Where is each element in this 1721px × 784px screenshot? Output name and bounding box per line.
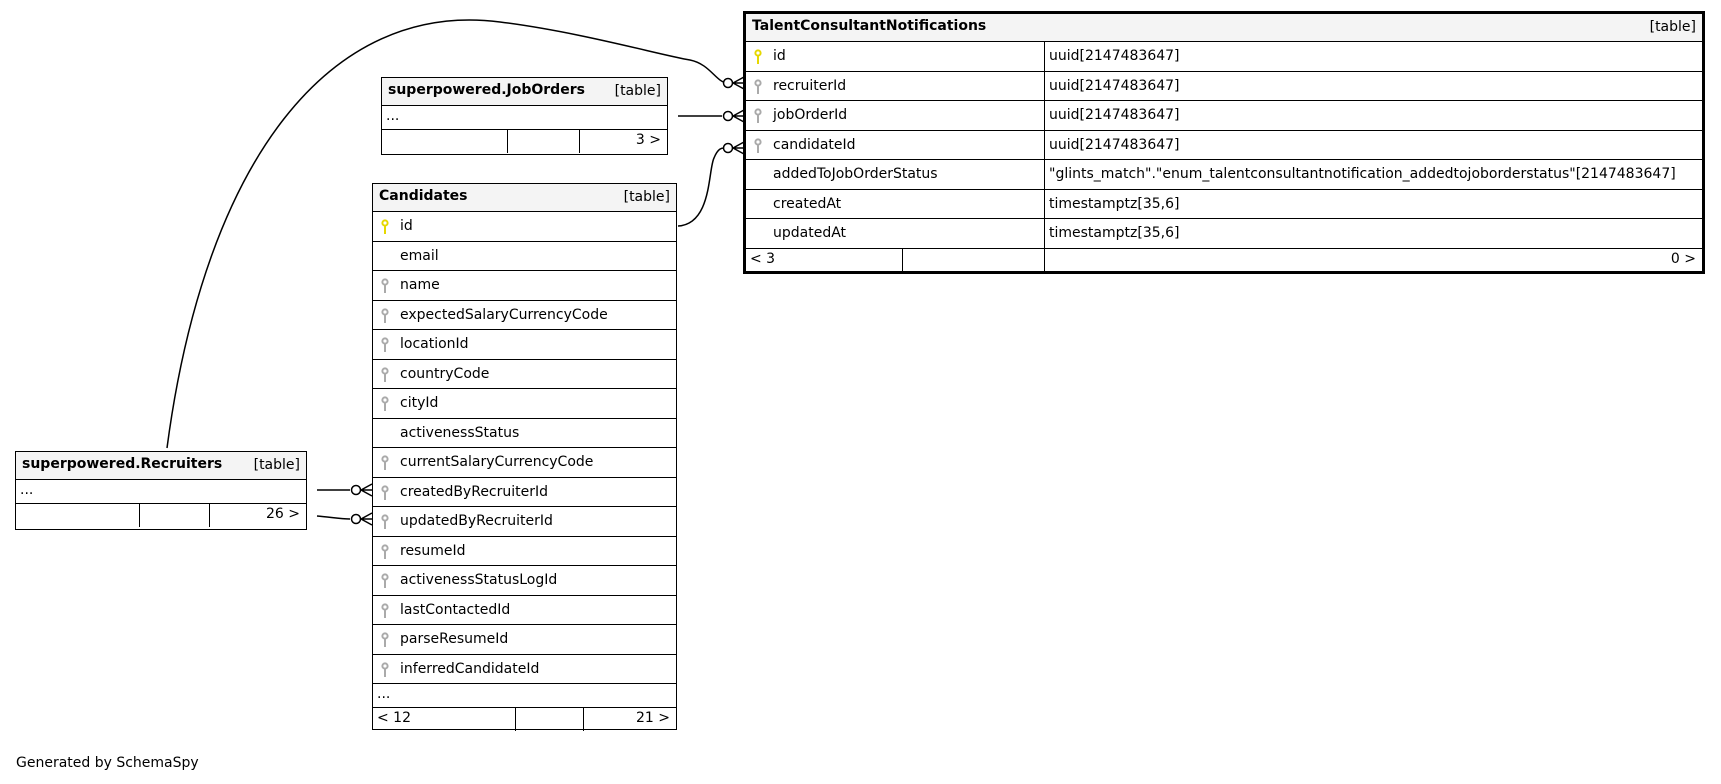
column-name: jobOrderId [773,107,848,123]
primary-key-icon [381,219,389,235]
column-name: countryCode [400,365,490,382]
column-name: resumeId [400,542,466,559]
foreign-key-icon [381,278,389,294]
column-row[interactable] [373,330,676,360]
column-name: updatedByRecruiterId [400,513,553,529]
table-recruiters[interactable] [15,451,307,530]
more-columns: ... [382,106,667,130]
column-row[interactable] [746,219,1702,249]
foreign-key-icon [381,514,389,530]
parents-count[interactable]: < 3 [750,250,776,267]
link-end-crowfoot [361,484,372,496]
column-name: id [773,48,786,64]
foreign-key-icon [754,108,762,124]
column-name: recruiterId [773,77,847,94]
table-header [382,78,667,106]
column-row[interactable] [373,242,676,272]
table-kind: [table] [623,189,670,205]
column-type: timestamptz[35,6] [1044,219,1179,248]
link-recruiters-updatedby [317,516,350,519]
link-end-crowfoot [361,513,372,525]
table-footer [746,249,1702,272]
column-row[interactable] [373,655,676,685]
column-type: uuid[2147483647] [1044,101,1180,130]
foreign-key-icon [754,79,762,95]
column-row[interactable] [373,360,676,390]
column-row[interactable] [373,389,676,419]
table-name: superpowered.JobOrders [388,82,585,98]
table-footer [16,504,306,527]
foreign-key-icon [381,367,389,383]
column-type: uuid[2147483647] [1044,131,1180,160]
column-type: uuid[2147483647] [1044,42,1180,71]
column-name: inferredCandidateId [400,660,540,677]
column-row[interactable] [746,190,1702,220]
column-name: updatedAt [773,225,847,241]
table-candidates[interactable] [372,183,677,730]
children-count[interactable]: 3 > [635,132,661,148]
column-row[interactable] [373,625,676,655]
table-kind: [table] [253,457,300,473]
column-name: activenessStatus [400,424,520,441]
foreign-key-icon [754,138,762,154]
column-type: timestamptz[35,6] [1044,190,1179,219]
foreign-key-icon [381,485,389,501]
column-row[interactable] [746,131,1702,161]
link-end-circle [724,112,733,121]
table-footer [373,708,676,731]
column-type: "glints_match"."enum_talentconsultantnotification_addedtojoborderstatus"[2147483647] [1044,160,1676,189]
table-name: superpowered.Recruiters [22,456,223,472]
column-row[interactable] [746,72,1702,102]
column-name: expectedSalaryCurrencyCode [400,306,608,323]
column-name: parseResumeId [400,631,509,647]
column-row[interactable] [373,448,676,478]
primary-key-icon [754,49,762,65]
foreign-key-icon [381,544,389,560]
column-row[interactable] [373,271,676,301]
column-name: currentSalaryCurrencyCode [400,454,594,470]
column-name: name [400,277,440,293]
table-talent-consultant-notifications[interactable] [743,11,1705,274]
link-end-circle [352,486,361,495]
column-name: locationId [400,336,469,352]
generated-by-note: Generated by SchemaSpy [16,755,199,771]
column-type: uuid[2147483647] [1044,72,1180,101]
column-row[interactable] [373,301,676,331]
column-name: addedToJobOrderStatus [773,166,938,182]
foreign-key-icon [381,632,389,648]
column-row[interactable] [373,419,676,449]
column-row[interactable] [746,101,1702,131]
link-end-circle [724,79,733,88]
table-name: Candidates [379,188,468,204]
column-row[interactable] [373,212,676,242]
column-row[interactable] [373,537,676,567]
link-end-circle [724,144,733,153]
table-name: TalentConsultantNotifications [752,18,987,34]
table-footer [382,130,667,153]
column-row[interactable] [746,160,1702,190]
table-kind: [table] [614,83,661,99]
table-header [373,184,676,212]
column-row[interactable] [373,566,676,596]
column-name: lastContactedId [400,601,511,618]
column-name: cityId [400,395,439,411]
parents-count[interactable]: < 12 [377,710,411,726]
column-name: candidateId [773,136,856,153]
column-name: activenessStatusLogId [400,572,558,588]
table-job-orders[interactable] [381,77,668,155]
link-end-circle [352,515,361,524]
foreign-key-icon [381,573,389,589]
children-count[interactable]: 21 > [636,710,670,726]
column-row[interactable] [373,478,676,508]
table-header [746,14,1702,42]
column-row[interactable] [373,596,676,626]
foreign-key-icon [381,396,389,412]
foreign-key-icon [381,662,389,678]
column-name: id [400,218,413,234]
foreign-key-icon [381,308,389,324]
column-name: email [400,247,439,264]
column-row[interactable] [373,507,676,537]
table-header [16,452,306,480]
foreign-key-icon [381,455,389,471]
link-candidates-candidateid [678,148,724,226]
children-count[interactable]: 26 > [266,506,300,522]
children-count[interactable]: 0 > [1670,250,1696,267]
column-row[interactable] [746,42,1702,72]
column-name: createdByRecruiterId [400,483,549,500]
table-kind: [table] [1649,19,1696,35]
more-columns: ... [373,684,676,708]
column-name: createdAt [773,195,842,212]
foreign-key-icon [381,337,389,353]
more-columns: ... [16,480,306,504]
foreign-key-icon [381,603,389,619]
